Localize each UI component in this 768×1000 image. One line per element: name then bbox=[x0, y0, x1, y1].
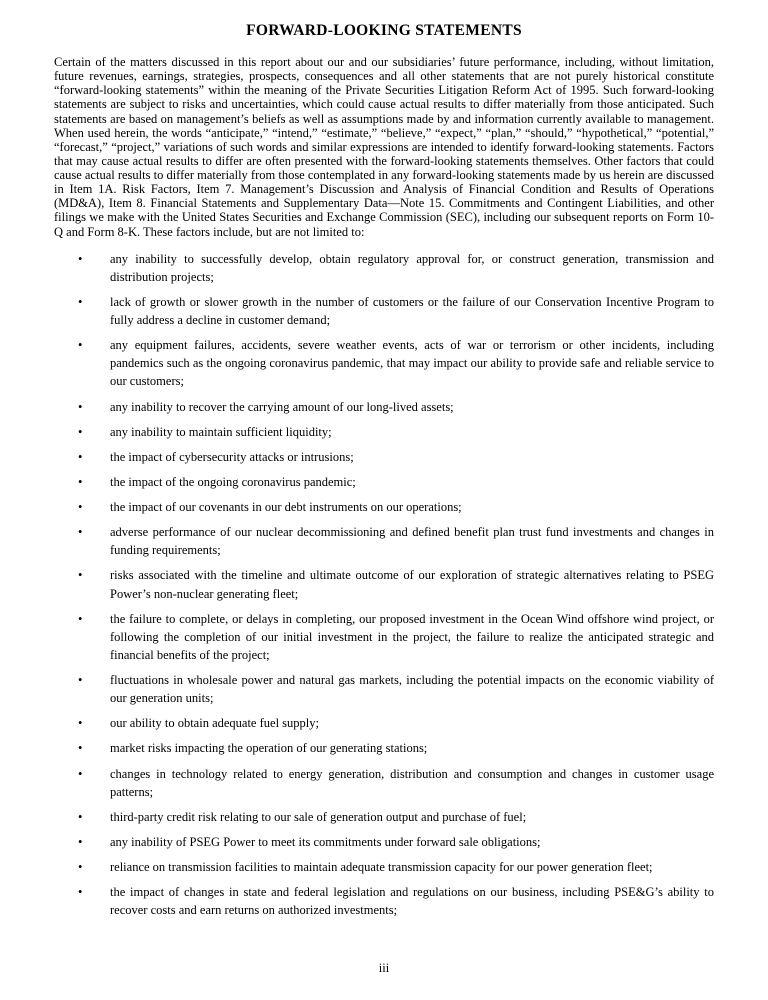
bullet-icon: • bbox=[78, 500, 83, 514]
list-item bbox=[54, 610, 714, 664]
list-item bbox=[54, 833, 714, 851]
list-item bbox=[54, 739, 714, 757]
list-item bbox=[54, 398, 714, 416]
bullet-icon: • bbox=[78, 834, 83, 849]
bullet-icon: • bbox=[78, 251, 83, 266]
bullet-text: risks associated with the timeline and ultimate outcome of our exploration of strategic alternatives relating to PSEG Power’s non-nuclear generating fleet; bbox=[110, 568, 714, 601]
list-item bbox=[54, 423, 714, 441]
bullet-text: the failure to complete, or delays in completing, our proposed investment in the Ocean Wind offshore wind project, or following the completion of our initial investment in the project, the failure to realize the anticipated strategic and financial benefits of the project; bbox=[110, 611, 714, 662]
bullet-text: adverse performance of our nuclear decommissioning and defined benefit plan trust fund investments and changes in funding requirements; bbox=[110, 525, 714, 558]
bullet-text: the impact of cybersecurity attacks or intrusions; bbox=[110, 449, 354, 464]
bullet-text: changes in technology related to energy generation, distribution and consumption and changes in customer usage patterns; bbox=[110, 766, 714, 799]
list-item bbox=[54, 808, 714, 826]
bullet-icon: • bbox=[78, 766, 83, 781]
bullet-icon: • bbox=[78, 716, 83, 731]
bullet-text: any inability to maintain sufficient liquidity; bbox=[110, 424, 332, 439]
bullet-icon: • bbox=[78, 424, 83, 439]
bullet-text: third-party credit risk relating to our sale of generation output and purchase of fuel; bbox=[110, 809, 527, 824]
bullet-icon: • bbox=[78, 474, 83, 489]
bullet-icon: • bbox=[78, 885, 83, 900]
list-item bbox=[54, 714, 714, 732]
list-item bbox=[54, 250, 714, 286]
list-item bbox=[54, 473, 714, 491]
list-item bbox=[54, 293, 714, 329]
list-item bbox=[54, 448, 714, 466]
bullet-text: reliance on transmission facilities to maintain adequate transmission capacity for our power generation fleet; bbox=[110, 860, 653, 874]
bullet-icon: • bbox=[78, 568, 83, 583]
bullet-icon: • bbox=[78, 673, 83, 687]
bullet-text: any inability of PSEG Power to meet its commitments under forward sale obligations; bbox=[110, 834, 541, 849]
bullet-icon: • bbox=[78, 741, 83, 756]
list-item bbox=[54, 498, 714, 516]
bullet-icon: • bbox=[78, 860, 83, 874]
bullet-list bbox=[54, 250, 714, 920]
bullet-icon: • bbox=[78, 809, 83, 824]
list-item bbox=[54, 336, 714, 390]
bullet-icon: • bbox=[78, 525, 83, 540]
list-item bbox=[54, 566, 714, 602]
list-item bbox=[54, 883, 714, 919]
bullet-icon: • bbox=[78, 399, 83, 414]
bullet-text: the impact of changes in state and federal legislation and regulations on our business, including PSE&G’s ability to recover costs and earn returns on authorized investments; bbox=[110, 885, 714, 918]
bullet-text: fluctuations in wholesale power and natural gas markets, including the potential impacts on the economic viability of our generation units; bbox=[110, 673, 714, 706]
intro-paragraph: Certain of the matters discussed in this report about our and our subsidiaries’ future performance, including, without limitation, future revenues, earnings, strategies, prospects, consequences and all other statements that are not purely historical constitute “forward-looking statements” within the meaning of the Private Securities Litigation Reform Act of 1995. Such forward-looking statements are subject to risks and uncertainties, which could cause actual results to differ materially from those anticipated. Such statements are based on management’s beliefs as well as assumptions made by and information currently available to management. When used herein, the words “anticipate,” “intend,” “estimate,” “believe,” “expect,” “plan,” “should,” “hypothetical,” “potential,” “forecast,” “project,” variations of such words and similar expressions are intended to identify forward-looking statements. Factors that may cause actual results to differ are often presented with the forward-looking statements themselves. Other factors that could cause actual results to differ materially from those contemplated in any forward-looking statements made by us herein are discussed in Item 1A. Risk Factors, Item 7. Management’s Discussion and Analysis of Financial Condition and Results of Operations (MD&A), Item 8. Financial Statements and Supplementary Data—Note 15. Commitments and Contingent Liabilities, and other filings we make with the United States Securities and Exchange Commission (SEC), including our subsequent reports on Form 10-Q and Form 8-K. These factors include, but are not limited to: bbox=[54, 55, 714, 239]
bullet-text: any equipment failures, accidents, severe weather events, acts of war or terrorism or other incidents, including pandemics such as the ongoing coronavirus pandemic, that may impact our ability to provide safe and reliable service to our customers; bbox=[110, 338, 714, 389]
bullet-text: the impact of the ongoing coronavirus pandemic; bbox=[110, 474, 356, 489]
list-item bbox=[54, 858, 714, 876]
bullet-icon: • bbox=[78, 294, 83, 309]
list-item bbox=[54, 765, 714, 801]
bullet-text: the impact of our covenants in our debt instruments on our operations; bbox=[110, 500, 462, 514]
bullet-icon: • bbox=[78, 449, 83, 464]
list-item bbox=[54, 523, 714, 559]
bullet-text: any inability to successfully develop, obtain regulatory approval for, or construct generation, transmission and distribution projects; bbox=[110, 251, 714, 284]
list-item bbox=[54, 671, 714, 707]
bullet-icon: • bbox=[78, 611, 83, 626]
page-title: FORWARD-LOOKING STATEMENTS bbox=[246, 22, 522, 39]
bullet-text: lack of growth or slower growth in the number of customers or the failure of our Conservation Incentive Program to fully address a decline in customer demand; bbox=[110, 294, 714, 327]
page-number: iii bbox=[378, 961, 390, 975]
bullet-icon: • bbox=[78, 338, 83, 353]
bullet-text: market risks impacting the operation of our generating stations; bbox=[110, 741, 428, 756]
bullet-text: any inability to recover the carrying amount of our long-lived assets; bbox=[110, 399, 454, 414]
bullet-text: our ability to obtain adequate fuel supply; bbox=[110, 716, 319, 731]
